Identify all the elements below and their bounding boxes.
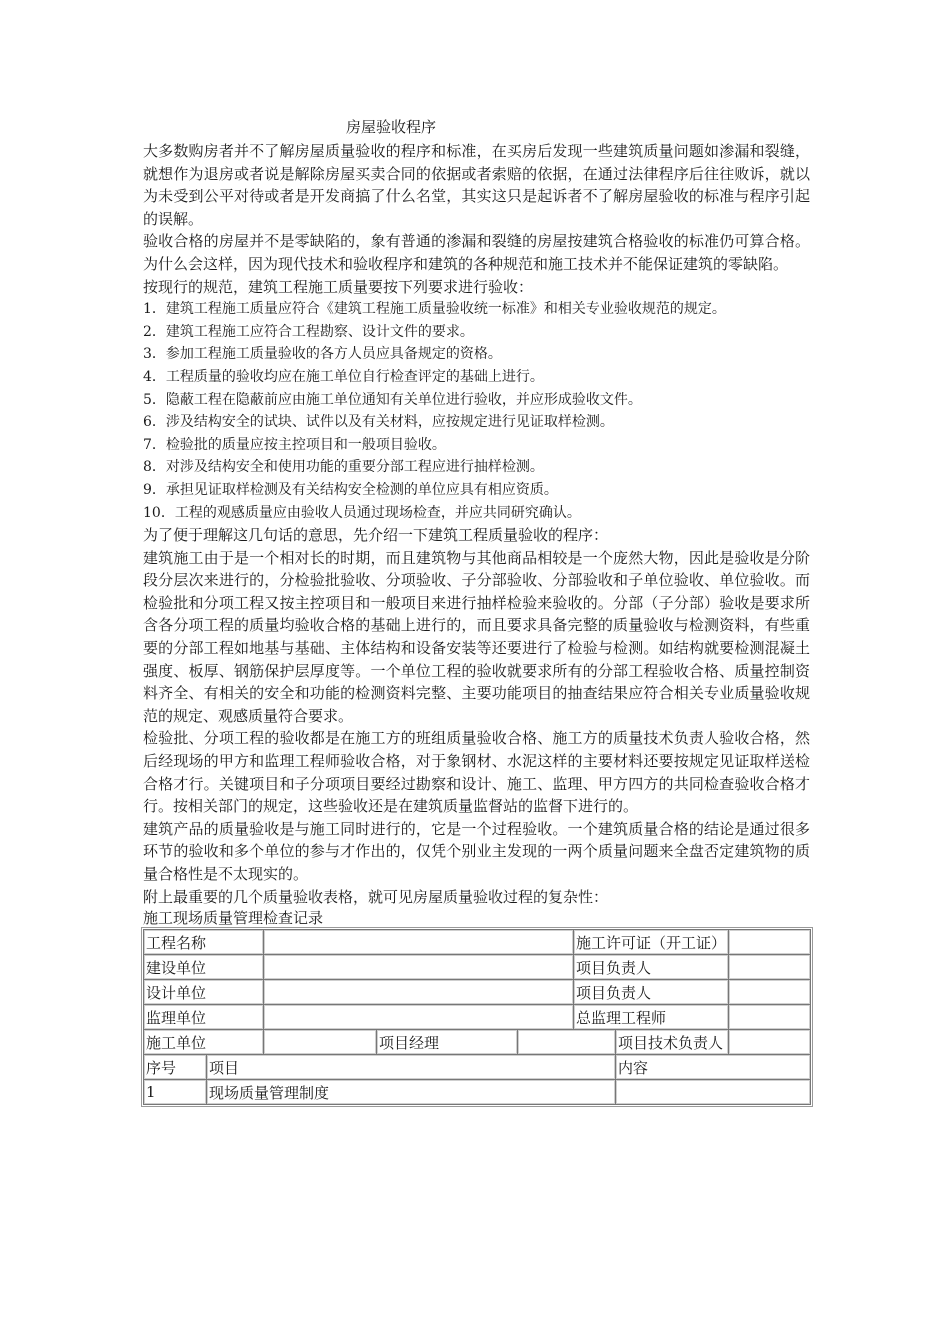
- requirement-item: 7．检验批的质量应按主控项目和一般项目验收。: [143, 436, 446, 453]
- row-number: 1: [144, 1080, 207, 1105]
- design-unit-value: [264, 980, 574, 1005]
- design-manager-label: 项目负责人: [574, 980, 729, 1005]
- intro-paragraph: 大多数购房者并不了解房屋质量验收的程序和标准，在买房后发现一些建筑质量问题如渗漏和裂缝，就想作为退房或者说是解除房屋买卖合同的依据或者索赔的依据，在通过法律程序后往往败诉，就以为未受到公平对待或者是开发商搞了什么名堂，其实这只是起诉者不了解房屋验收的标准与程序引起的误解。: [143, 142, 810, 228]
- table-row: [144, 930, 811, 955]
- client-manager-label: 项目负责人: [574, 955, 729, 980]
- requirement-item: 4．工程质量的验收均应在施工单位自行检查评定的基础上进行。: [143, 368, 544, 385]
- requirement-item: 6．涉及结构安全的试块、试件以及有关材料，应按规定进行见证取样检测。: [143, 414, 614, 431]
- table-header-row: [144, 1055, 811, 1080]
- requirement-item: 9．承担见证取样检测及有关结构安全检测的单位应具有相应资质。: [143, 481, 558, 498]
- chief-engineer-label: 总监理工程师: [574, 1005, 729, 1030]
- quality-management-table: [143, 929, 811, 1105]
- project-name-value: [264, 930, 574, 955]
- table-row: [144, 1080, 811, 1105]
- requirement-item: 5．隐蔽工程在隐蔽前应由施工单位通知有关单位进行验收，并应形成验收文件。: [143, 391, 642, 408]
- project-manager-label: 项目经理: [377, 1030, 518, 1055]
- design-unit-label: 设计单位: [144, 980, 264, 1005]
- tech-manager-value: [729, 1030, 811, 1055]
- project-name-label: 工程名称: [144, 930, 264, 955]
- client-unit-label: 建设单位: [144, 955, 264, 980]
- body-paragraph: 建筑施工由于是一个相对长的时期，而且建筑物与其他商品相较是一个庞然大物，因此是验收是分阶段分层次来进行的，分检验批验收、分项验收、子分部验收、分部验收和子单位验收、单位验收。而检验批和分项工程又按主控项目和一般项目来进行抽样检验来验收的。分部（子分部）验收是要求所含各分项工程的质量均验收合格的基础上进行的，而且要求具备完整的质量验收与检测资料，有些重要的分部工程如地基与基础、主体结构和设备安装等还要进行了检验与检测。如结构就要检测混凝土强度、板厚、钢筋保护层厚度等。一个单位工程的验收就要求所有的分部工程验收合格、质量控制资料齐全、有相关的安全和功能的检测资料完整、主要功能项目的抽查结果应符合相关专业质量验收规范的规定、观感质量符合要求。: [143, 548, 810, 725]
- row-item: 现场质量管理制度: [207, 1080, 616, 1105]
- column-header-no: 序号: [144, 1055, 207, 1080]
- column-header-item: 项目: [207, 1055, 616, 1080]
- permit-label: 施工许可证（开工证）: [574, 930, 729, 955]
- table-caption: 施工现场质量管理检查记录: [143, 909, 324, 928]
- column-header-content: 内容: [616, 1055, 811, 1080]
- row-content: [616, 1080, 811, 1105]
- body-paragraph: 建筑产品的质量验收是与施工同时进行的，它是一个过程验收。一个建筑质量合格的结论是通过很多环节的验收和多个单位的参与才作出的，仅凭个别业主发现的一两个质量问题来全盘否定建筑物的质量合格性是不太现实的。: [143, 819, 810, 883]
- body-paragraph: 检验批、分项工程的验收都是在施工方的班组质量验收合格、施工方的质量技术负责人验收合格，然后经现场的甲方和监理工程师验收合格，对于象钢材、水泥这样的主要材料还要按规定见证取样送检合格才行。关键项目和子分项项目要经过勘察和设计、施工、监理、甲方四方的共同检查验收合格才行。按相关部门的规定，这些验收还是在建筑质量监督站的监督下进行的。: [143, 729, 810, 816]
- chief-engineer-value: [729, 1005, 811, 1030]
- contractor-label: 施工单位: [144, 1030, 264, 1055]
- table-row: [144, 1005, 811, 1030]
- requirement-item: 2．建筑工程施工应符合工程勘察、设计文件的要求。: [143, 323, 474, 340]
- table-row: [144, 955, 811, 980]
- supervision-unit-value: [264, 1005, 574, 1030]
- body-paragraph: 附上最重要的几个质量验收表格，就可见房屋质量验收过程的复杂性：: [143, 887, 609, 906]
- permit-value: [729, 930, 811, 955]
- body-paragraph: 为了便于理解这几句话的意思，先介绍一下建筑工程质量验收的程序：: [143, 526, 609, 545]
- table-row: [144, 1030, 811, 1055]
- project-manager-value: [518, 1030, 616, 1055]
- intro-paragraph: 验收合格的房屋并不是零缺陷的，象有普通的渗漏和裂缝的房屋按建筑合格验收的标准仍可算合格。为什么会这样，因为现代技术和验收程序和建筑的各种规范和施工技术并不能保证建筑的零缺陷。: [143, 232, 810, 273]
- requirement-item: 1．建筑工程施工质量应符合《建筑工程施工质量验收统一标准》和相关专业验收规范的规定。: [143, 301, 726, 318]
- client-manager-value: [729, 955, 811, 980]
- contractor-value: [264, 1030, 377, 1055]
- requirement-item: 8．对涉及结构安全和使用功能的重要分部工程应进行抽样检测。: [143, 459, 544, 476]
- tech-manager-label: 项目技术负责人: [616, 1030, 729, 1055]
- supervision-unit-label: 监理单位: [144, 1005, 264, 1030]
- requirement-item: 10．工程的观感质量应由验收人员通过现场检查，并应共同研究确认。: [143, 504, 581, 521]
- document-page: [143, 116, 810, 1105]
- document-title: 房屋验收程序: [346, 118, 437, 136]
- table-row: [144, 980, 811, 1005]
- design-manager-value: [729, 980, 811, 1005]
- intro-paragraph: 按现行的规范，建筑工程施工质量要按下列要求进行验收：: [143, 277, 534, 296]
- client-unit-value: [264, 955, 574, 980]
- requirements-list: [143, 298, 810, 524]
- requirement-item: 3．参加工程施工质量验收的各方人员应具备规定的资格。: [143, 346, 502, 363]
